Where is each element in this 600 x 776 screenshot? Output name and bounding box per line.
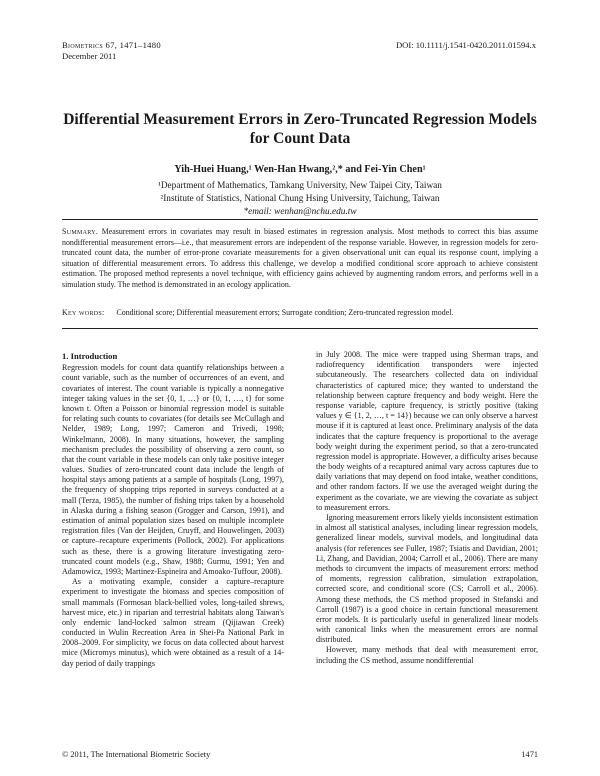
issue-date: December 2011 <box>62 51 117 61</box>
divider-bottom <box>62 328 538 329</box>
intro-paragraph-3: in July 2008. The mice were trapped using Sherman traps, and radiofrequency identification transponders were injected subcutaneously. The researchers collected data on individual characteristics of captured mice; they wanted to understand the relationship between capture frequency and body weight. Here the response variable, capture frequency, is strictly positive (taking values y ∈ {1, 2, …, t = 14}) because we can only observe a harvest mouse if it is captured at least once. Preliminary analysis of the data indicates that the capture frequency is proportional to the average body weight during the experiment period, so that a zero-truncated regression model is appropriate. However, a difficulty arises because the body weights of a recaptured animal vary across captures due to daily variations that may depend on food intake, weather conditions, and other random factors. If we use the averaged weight during the experiment as the covariate, we are viewing the covariate as subject to measurement errors. <box>316 350 538 512</box>
journal-citation: Biometrics 67, 1471–1480 <box>62 40 161 50</box>
paper-title: Differential Measurement Errors in Zero-Truncated Regression Models for Count Data <box>63 111 537 147</box>
abstract-label: Summary. <box>62 227 99 236</box>
journal-header <box>62 40 161 62</box>
page-number: 1471 <box>521 750 538 759</box>
copyright: © 2011, The International Biometric Society <box>62 750 211 759</box>
abstract <box>62 227 538 291</box>
intro-paragraph-5: However, many methods that deal with measurement error, including the CS method, assume nondifferential <box>316 645 538 665</box>
intro-paragraph-4: Ignoring measurement errors likely yields inconsistent estimation in almost all statistical analyses, including linear regression models, generalized linear models, survival models, and longitudinal data analysis (for references see Fuller, 1987; Tsiatis and Davidian, 2001; Li, Zhang, and Davidian, 2004; Carroll et al., 2006). There are many methods to circumvent the impacts of measurement errors: method of moments, regression calibration, simulation extrapolation, corrected score, and conditional score (CS; Carroll et al., 2006). Among these methods, the CS method proposed in Stefanski and Carroll (1987) is a good choice in certain functional measurement error models. It is particularly useful in generalized linear models with canonical links when the measurement errors are normal distributed. <box>316 513 538 645</box>
doi: DOI: 10.1111/j.1541-0420.2011.01594.x <box>395 40 536 50</box>
affiliations <box>62 180 538 219</box>
intro-paragraph-1: Regression models for count data quantify relationships between a count variable, such as the number of occurrences of an event, and covariates of interest. The count variable is typically a nonnegative integer taking values in the set {0, 1, …} or {0, 1, …, t} for some known t. Often a Poisson or binomial regression model is suitable for relating such counts to covariates (for details see McCullagh and Nelder, 1989; Long, 1997; Cameron and Trivedi, 1998; Winkelmann, 2008). In many situations, however, the sampling mechanism precludes the possibility of observing a zero count, so that the count variable in these models can only take positive integer values. Studies of zero-truncated count data include the length of hospital stays among patients at a sample of hospitals (Long, 1997), the frequency of shopping trips reported in surveys conducted at a mall (Terza, 1985), the number of fishing trips taken by a household in Alaska during a fishing season (Grogger and Carson, 1991), and estimation of animal population sizes based on multiple incomplete registration files (Van der Heijden, Cruyff, and Houwelingen, 2003) or capture–recapture experiments (Pollock, 2002). For applications such as these, there is a growing literature investigating zero-truncated count models (e.g., Shaw, 1988; Gurmu, 1991; Yen and Adamowicz, 1993; Martinez-Espineira and Amoako-Tuffour, 2008). <box>62 363 284 576</box>
keywords <box>62 308 538 319</box>
section-heading: 1. Introduction <box>62 351 118 361</box>
corresponding-email: *email: wenhan@nchu.edu.tw <box>243 207 357 217</box>
abstract-text: Measurement errors in covariates may result in biased estimates in regression analysis. Most methods to correct this bias assume nondifferential measurement errors—i.e., that measurement errors are independent of the response variable. However, in regression models for zero-truncated count data, the number of error-prone covariate measurements for a given observational unit can equal its response count, implying a situation of differential measurement errors. To address this challenge, we develop a modified conditional score approach to achieve consistent estimation. The proposed method represents a novel technique, with efficiency gains achieved by augmenting random errors, and performs well in a simulation study. The method is demonstrated in an ecology application. <box>62 227 538 289</box>
column-right <box>316 350 538 666</box>
keywords-label: Key words: <box>62 308 105 317</box>
affiliation-1: ¹Department of Mathematics, Tamkang University, New Taipei City, Taiwan <box>158 181 442 191</box>
intro-paragraph-2: As a motivating example, consider a capture–recapture experiment to investigate the biomass and species composition of small mammals (Formosan black-bellied voles, long-tailed shrews, harvest mice, etc.) in riparian and terrestrial habitats along Taiwan's only endemic land-locked salmon stream (Qijiawan Creek) conducted in Wulin Recreation Area in Shei-Pa National Park in 2008–2009. For simplicity, we focus on data collected about harvest mice (Micromys minutus), which were obtained as a result of a 14-day period of daily trappings <box>62 577 284 668</box>
author-list: Yih-Huei Huang,¹ Wen-Han Hwang,²,* and Fei-Yin Chen¹ <box>174 164 426 175</box>
column-left <box>62 351 284 669</box>
keywords-text: Conditional score; Differential measurement errors; Surrogate condition; Zero-truncated regression model. <box>116 308 454 317</box>
affiliation-2: ²Institute of Statistics, National Chung Hsing University, Taichung, Taiwan <box>160 194 440 204</box>
divider-top <box>62 219 538 220</box>
